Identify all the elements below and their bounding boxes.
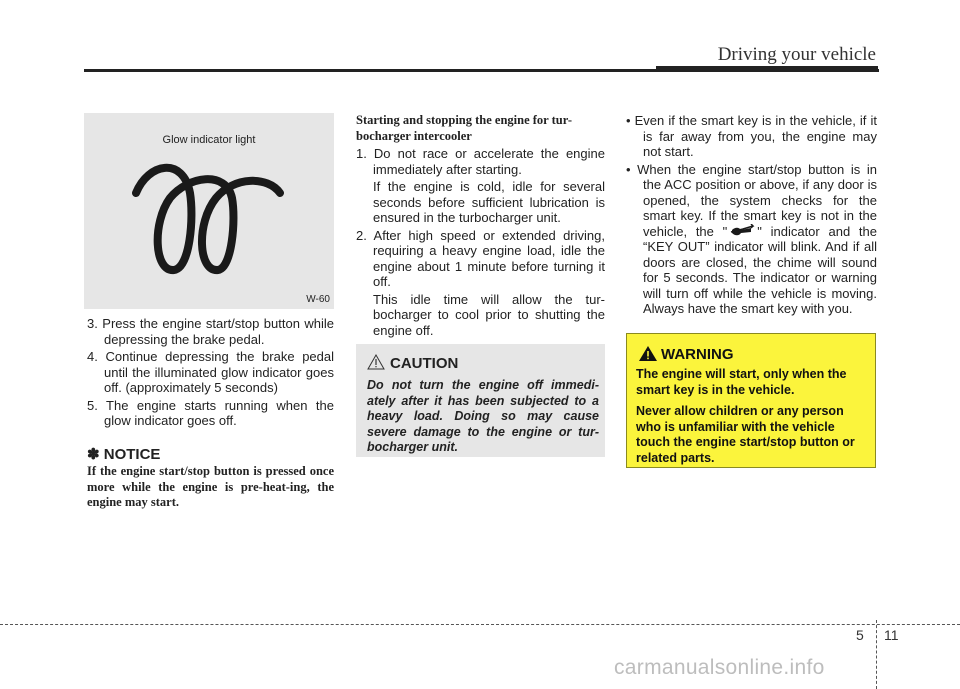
- page-number: 11: [884, 627, 899, 643]
- warning-box: [626, 333, 876, 468]
- warning-body: [636, 367, 868, 472]
- list-item: [626, 162, 877, 317]
- glow-indicator-figure: [84, 113, 334, 309]
- footer-divider: [876, 620, 877, 689]
- section-heading: Starting and stopping the engine for tur-bocharger intercooler: [356, 113, 572, 143]
- page-header-title: Driving your vehicle: [717, 44, 876, 65]
- list-item: 3. Press the engine start/stop button while depressing the brake pedal.: [87, 316, 334, 347]
- list-item: • Even if the smart key is in the vehicle, if it is far away from you, the engine may not start.: [626, 113, 877, 159]
- smart-key-indicator-icon: [729, 224, 755, 237]
- smart-key-notes-list: [626, 113, 877, 319]
- list-item: 2. After high speed or extended driving, requiring a heavy engine load, idle the engine about 1 minute before turning it off.: [356, 227, 605, 289]
- caution-triangle-icon: [367, 354, 385, 370]
- warning-title: WARNING: [661, 346, 734, 363]
- list-item: 4. Continue depressing the brake pedal until the illuminated glow indicator goes off. (approximately 5 seconds): [87, 349, 334, 395]
- list-item: 5. The engine starts running when the glow indicator goes off.: [87, 397, 334, 428]
- watermark: carmanualsonline.info: [614, 656, 825, 679]
- turbo-steps-list: [356, 146, 605, 340]
- footer-rule: [0, 624, 960, 625]
- glow-indicator-coil-icon: [128, 158, 288, 278]
- warning-triangle-icon: [638, 345, 658, 362]
- list-item-note: If the engine is cold, idle for several seconds before sufficient lubrication is ensured in the turbocharger unit.: [373, 179, 605, 225]
- caution-title: CAUTION: [390, 355, 459, 372]
- caution-box: [356, 344, 605, 457]
- list-item: 1. Do not race or accelerate the engine immediately after starting.: [356, 146, 605, 177]
- list-item-note: This idle time will allow the tur-bocharger to cool prior to shutting the engine off.: [373, 291, 605, 338]
- notice-body: If the engine start/stop button is pressed once more while the engine is pre-heat-ing, the engine may start.: [87, 464, 334, 509]
- warning-line: Never allow children or any person who is unfamiliar with the vehicle touch the engine start/stop button or related parts.: [636, 404, 855, 465]
- warning-line: The engine will start, only when the smart key is in the vehicle.: [636, 367, 847, 397]
- figure-code: W-60: [306, 294, 330, 305]
- bullet-text-after: " indicator and the “KEY OUT” indicator will blink. And if all doors are closed, the chime will sound for 5 seconds. The indicator or warning will turn off while the vehicle is moving. Always have the smart key with you.: [643, 223, 877, 316]
- header-rule-accent: [656, 66, 878, 72]
- figure-caption: Glow indicator light: [162, 134, 256, 146]
- caution-body: Do not turn the engine off immedi-ately after it has been subjected to a heavy load. Doing so may cause severe damage to the engine or tur-bocharger unit.: [367, 378, 599, 454]
- bullet-text-before: • When the engine start/stop button is in the ACC position or above, if any door is opened, the system checks for the smart key. If the smart key is not in the vehicle, the ": [626, 161, 877, 239]
- start-steps-list: [87, 316, 334, 431]
- notice-heading: ✽ NOTICE: [87, 446, 161, 463]
- chapter-number: 5: [856, 627, 864, 643]
